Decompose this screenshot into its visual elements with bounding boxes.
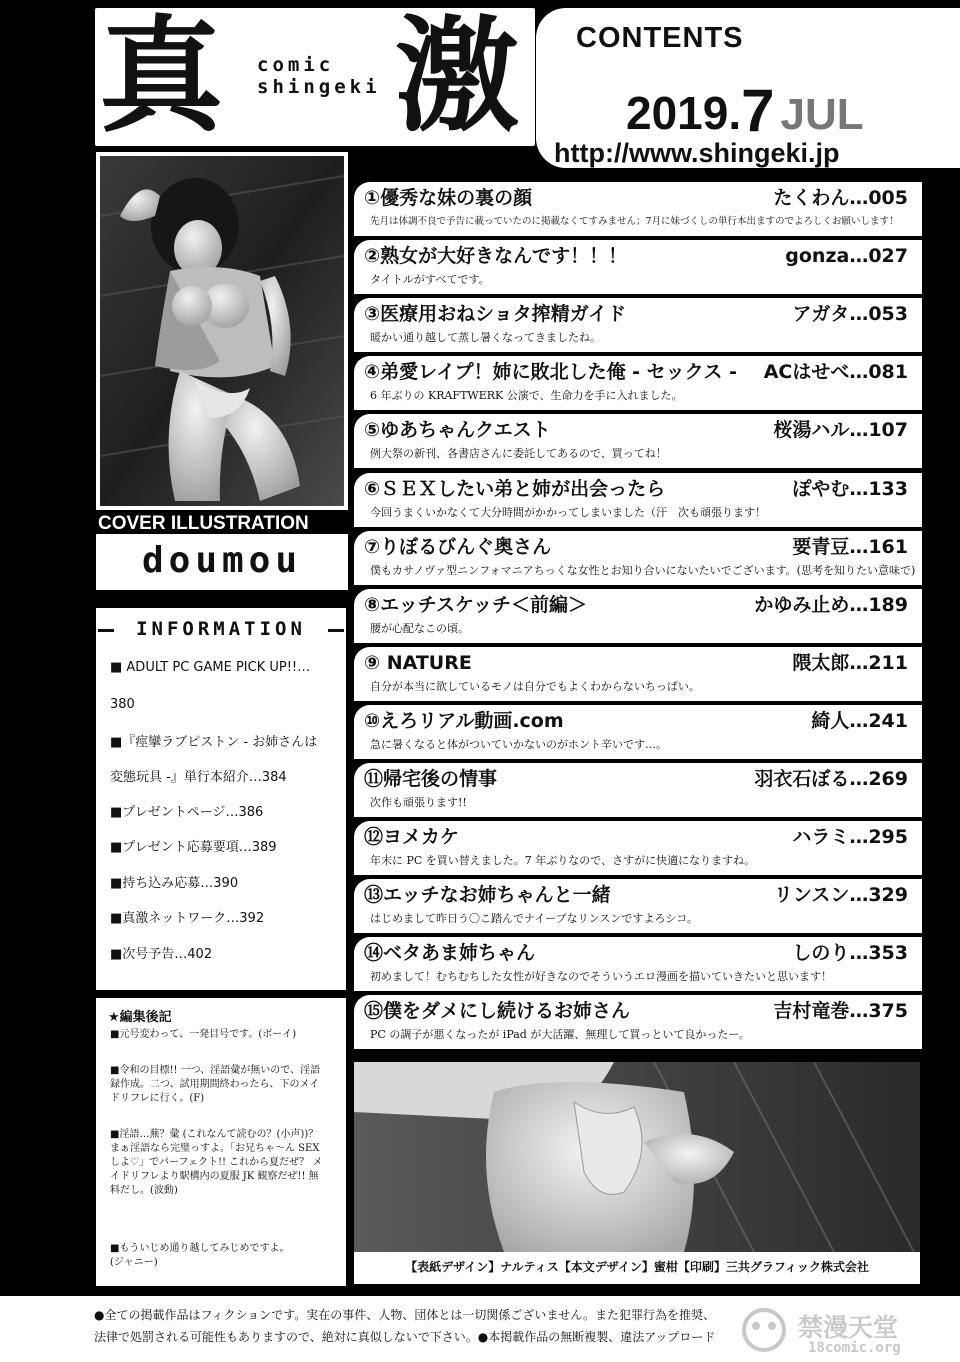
toc-entry[interactable] [354, 240, 922, 294]
editor-notes-panel [96, 998, 346, 1286]
editor-note-line: ■元号変わって、一発目号です。(ボーイ) [110, 1029, 297, 1040]
toc-author-comment: 自分が本当に欲しているモノは自分でもよくわからないちっぱい。 [370, 680, 700, 693]
info-item[interactable]: 変態玩具 -』単行本紹介…384 [110, 770, 287, 785]
toc-author-page: たくわん…005 [773, 187, 908, 209]
toc-entry[interactable] [354, 298, 922, 352]
toc-author-comment: 急に暑くなると体がついていかないのがホント辛いです…。 [370, 738, 667, 751]
masthead-kanji-left: 真 [99, 5, 224, 149]
site-watermark [736, 1304, 946, 1360]
masthead-comic: comic [257, 54, 335, 76]
toc-title: ⑧エッチスケッチ＜前編＞ [364, 594, 587, 616]
toc-entry[interactable] [354, 356, 922, 410]
toc-author-page: リンスン…329 [773, 884, 908, 906]
toc-author-comment: 先月は体調不良で予告に載っていたのに掲載なくてすみません；7月に妹づくしの単行本出ますのでよろしくお願いします！ [370, 216, 899, 227]
legal-line-2: 法律で処罰される可能性もありますので、絶対に真似しないで下さい。●本掲載作品の無断複製、違法アップロード [94, 1330, 716, 1344]
toc-author-comment: 6 年ぶりの KRAFTWERK 公演で、生命力を手に入れました。 [370, 389, 683, 402]
information-panel [96, 608, 346, 990]
editor-note-line: まぁ淫語なら完璧っすよ。「お兄ちゃ～ん SEX [110, 1143, 320, 1154]
watermark-text: 禁漫天堂 [798, 1313, 899, 1342]
toc-author-page: 桜湯ハル…107 [773, 419, 908, 441]
toc-entry[interactable] [354, 821, 922, 875]
toc-author-page: 羽衣石ぼる…269 [754, 768, 908, 790]
toc-entry[interactable] [354, 589, 922, 643]
editor-notes-title: ★編集後記 [108, 1010, 172, 1025]
toc-entry[interactable] [354, 647, 922, 701]
info-item[interactable]: 380 [110, 697, 135, 712]
cover-artist-box [96, 534, 348, 590]
toc-author-comment: 僕もカサノヴァ型ニンフォマニアちっくな女性とお知り合いにないたいでございます。(思考を知りたい意味で) [370, 564, 916, 577]
masthead-kanji-right: 激 [395, 5, 520, 149]
bottom-art-image [354, 1062, 920, 1252]
toc-title: ⑥ＳＥＸしたい弟と姉が出会ったら [364, 478, 666, 500]
editor-note-line: イドリフレより駅構内の夏服 JK 観察だぜ!! 無 [110, 1171, 319, 1182]
toc-author-comment: タイトルがすべてです。 [370, 273, 490, 286]
toc-title: ⑫ヨメカケ [364, 826, 460, 848]
info-item[interactable]: ■真激ネットワーク…392 [110, 911, 265, 926]
toc-author-page: 綺人…241 [811, 710, 908, 732]
toc-author-comment: PC の調子が悪くなったが iPad が大活躍、無理して買っといて良かったー。 [370, 1028, 750, 1041]
design-credits: 【表紙デザイン】ナルティス【本文デザイン】蜜柑【印刷】三共グラフィック株式会社 [354, 1252, 920, 1284]
cover-illustration [96, 152, 348, 510]
toc-entry[interactable] [354, 995, 922, 1049]
watermark-url: 18comic.org [808, 1340, 901, 1356]
toc-title: ③医療用おねショタ搾精ガイド [364, 303, 627, 325]
editor-note-line: ■令和の目標!! 一つ、淫語彙が無いので、淫語 [110, 1065, 321, 1076]
toc-author-comment: 初めまして！むちむちした女性が好きなのでそういうエロ漫画を描いていきたいと思います！ [370, 970, 832, 983]
toc-title: ④弟愛レイプ！姉に敗北した俺 - セックス - [364, 361, 737, 383]
issue-month-name: JUL [780, 90, 864, 139]
toc-title: ①優秀な妹の裏の顔 [364, 187, 533, 209]
toc-title: ⑭ベタあま姉ちゃん [364, 942, 536, 964]
watermark-logo-icon [736, 1304, 792, 1354]
editor-note-line: ■淫語…蕪？彙 (これなんて読むの？(小声))？ [110, 1129, 319, 1140]
information-heading: INFORMATION [96, 618, 346, 640]
toc-author-comment: 年末に PC を買い替えました。7 年ぶりなので、さすがに快適になりますね。 [370, 854, 756, 867]
toc-author-comment: 今回うまくいかなくて大分時間がかかってしまいました（汗 次も頑張ります！ [370, 506, 766, 519]
toc-author-page: 要青豆…161 [792, 536, 908, 558]
contents-label: CONTENTS [576, 22, 744, 54]
cover-illustration-label: COVER ILLUSTRATION [98, 513, 309, 534]
toc-author-comment: 暖かい通り越して蒸し暑くなってきましたね。 [370, 331, 601, 344]
website-url[interactable]: http://www.shingeki.jp [554, 138, 840, 168]
toc-author-page: ハラミ…295 [792, 826, 908, 848]
toc-entry[interactable] [354, 937, 922, 991]
toc-author-page: gonza…027 [785, 245, 908, 267]
cover-artist-name: doumou [141, 540, 303, 581]
info-item[interactable]: ■プレゼント応募要項…389 [110, 840, 277, 855]
toc-title: ⑮僕をダメにし続けるお姉さん [364, 1000, 631, 1022]
editor-note-line: ■もういじめ通り越してみじめですよ。 [110, 1243, 290, 1254]
toc-entry[interactable] [354, 473, 922, 527]
editor-note-line: (ジャニー) [110, 1257, 158, 1268]
toc-title: ⑨ NATURE [364, 652, 472, 674]
legal-footer [0, 1296, 960, 1362]
cover-art-image [100, 156, 344, 506]
contents-header [536, 8, 960, 168]
magazine-masthead [95, 5, 535, 149]
bottom-illustration [354, 1062, 920, 1252]
editor-note-line: 料だし。(波動) [110, 1185, 178, 1196]
masthead-subtitle [257, 54, 381, 98]
info-item[interactable]: ■ ADULT PC GAME PICK UP!!… [110, 660, 311, 675]
editor-note-line: 録作成。二つ、試用期間終わったら、下のメイ [110, 1079, 320, 1090]
toc-title: ⑦りぼるびんぐ奥さん [364, 536, 552, 558]
toc-entry[interactable] [354, 182, 922, 236]
toc-author-page: ACはせべ…081 [763, 361, 908, 383]
legal-line-1: ●全ての掲載作品はフィクションです。実在の事件、人物、団体とは一切関係ございません。また犯罪行為を推奨、 [94, 1308, 716, 1322]
info-item[interactable]: ■持ち込み応募…390 [110, 876, 239, 891]
toc-author-comment: 腰が心配なこの頃。 [370, 622, 469, 635]
toc-title: ⑤ゆあちゃんクエスト [364, 419, 551, 441]
toc-author-page: ぽやむ…133 [792, 478, 908, 500]
editor-note-line: ドリフレに行く。(F) [110, 1093, 205, 1104]
issue-month-number: 7 [741, 77, 775, 144]
toc-author-page: 吉村竜巻…375 [773, 1000, 908, 1022]
toc-author-comment: 次作も頑張ります!! [370, 796, 467, 809]
toc-entry[interactable] [354, 531, 922, 585]
toc-author-page: しのり…353 [792, 942, 908, 964]
toc-author-page: 隈太郎…211 [792, 652, 908, 674]
info-item[interactable]: ■プレゼントページ…386 [110, 805, 264, 820]
info-item[interactable]: ■『痙攣ラブピストン - お姉さんは [110, 735, 318, 750]
toc-author-comment: 例大祭の新刊、各書店さんに委託してあるので、買ってね！ [370, 447, 667, 460]
issue-date [626, 77, 864, 144]
toc-title: ⑩えろリアル動画.com [364, 710, 564, 732]
toc-title: ⑪帰宅後の情事 [364, 768, 498, 790]
toc-title: ⑬エッチなお姉ちゃんと一緒 [364, 884, 611, 906]
issue-year: 2019. [626, 87, 742, 139]
toc-entry[interactable] [354, 705, 922, 759]
toc-author-page: アガタ…053 [792, 303, 908, 325]
masthead-shingeki: shingeki [257, 76, 381, 98]
info-item[interactable]: ■次号予告…402 [110, 947, 213, 962]
toc-entry[interactable] [354, 879, 922, 933]
toc-entry[interactable] [354, 763, 922, 817]
toc-author-comment: はじめまして昨日う〇こ踏んでナイーブなリンスンですよろシコ。 [370, 912, 698, 925]
toc-title: ②熟女が大好きなんです！！！ [364, 245, 628, 267]
toc-author-page: かゆみ止め…189 [754, 594, 908, 616]
toc-entry[interactable] [354, 414, 922, 468]
editor-note-line: しよ♡」でパーフェクト!! これから夏だぜ？ メ [110, 1157, 323, 1168]
